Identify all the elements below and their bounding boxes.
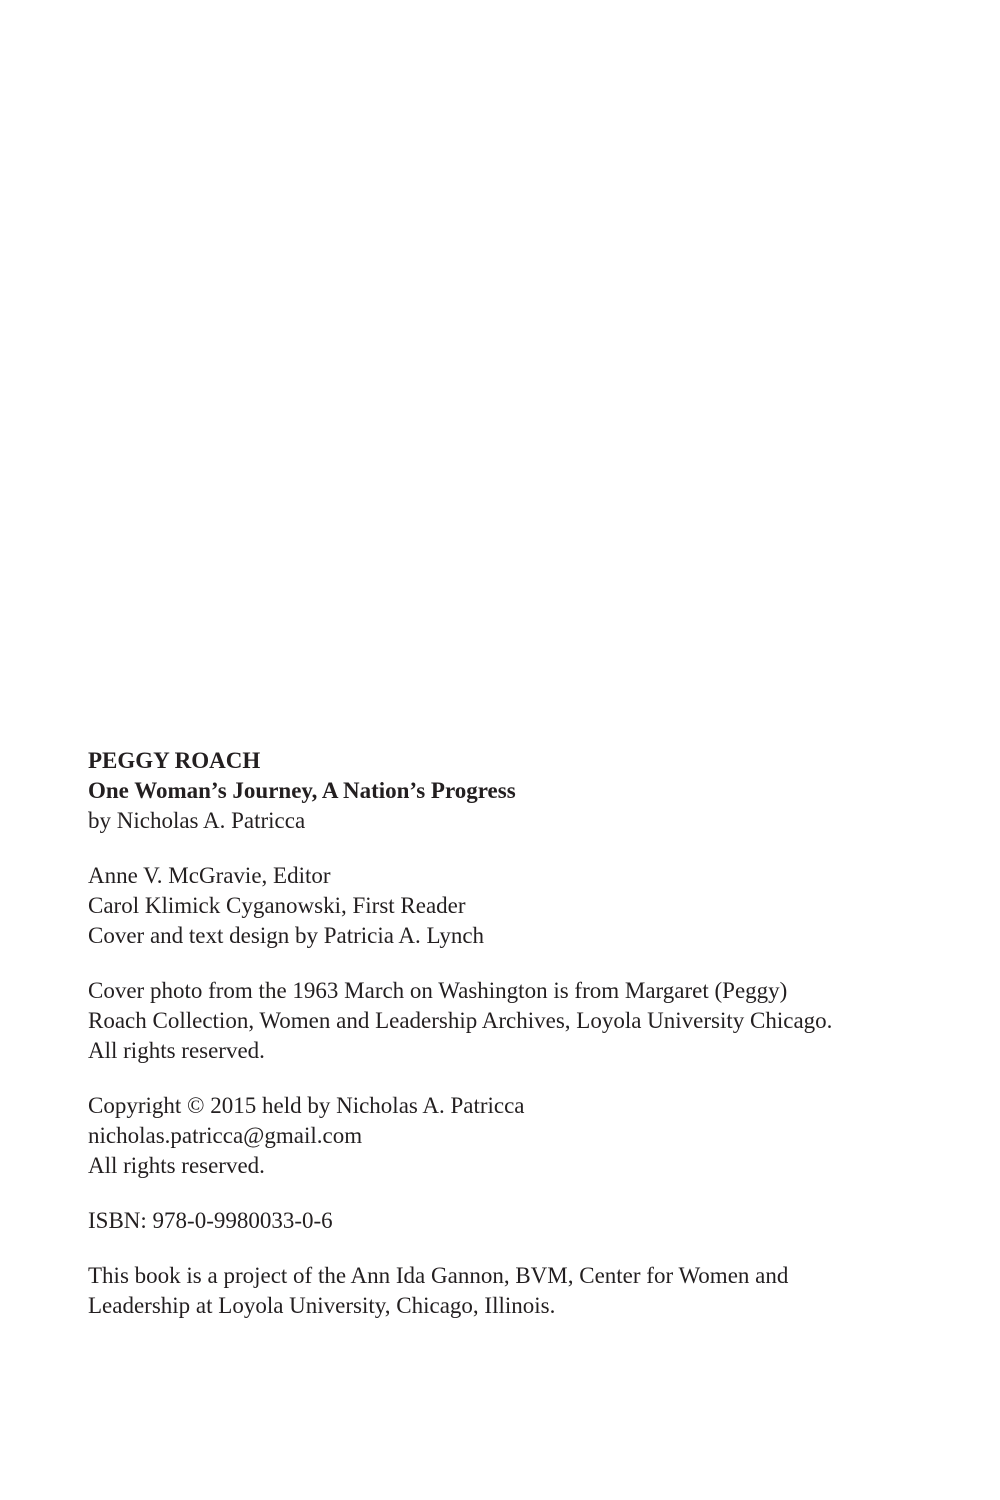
copyright-rights: All rights reserved. xyxy=(88,1153,265,1178)
isbn-block xyxy=(88,1206,948,1236)
project-note-line: This book is a project of the Ann Ida Gannon, BVM, Center for Women and xyxy=(88,1263,789,1288)
credits-block xyxy=(88,861,948,951)
isbn-number: ISBN: 978-0-9980033-0-6 xyxy=(88,1208,333,1233)
book-subtitle: One Woman’s Journey, A Nation’s Progress xyxy=(88,778,516,803)
editor-credit: Anne V. McGravie, Editor xyxy=(88,863,331,888)
book-title: PEGGY ROACH xyxy=(88,748,261,773)
project-note-line: Leadership at Loyola University, Chicago, Illinois. xyxy=(88,1293,556,1318)
book-byline: by Nicholas A. Patricca xyxy=(88,808,306,833)
copyright-holder: Copyright © 2015 held by Nicholas A. Patricca xyxy=(88,1093,525,1118)
cover-photo-line: Cover photo from the 1963 March on Washington is from Margaret (Peggy) xyxy=(88,978,788,1003)
cover-photo-credit xyxy=(88,976,948,1066)
copyright-notice xyxy=(88,1091,948,1181)
cover-photo-line: Roach Collection, Women and Leadership Archives, Loyola University Chicago. xyxy=(88,1008,833,1033)
copyright-page-content xyxy=(88,746,948,1346)
cover-photo-rights: All rights reserved. xyxy=(88,1038,265,1063)
project-note xyxy=(88,1261,948,1321)
author-email: nicholas.patricca@gmail.com xyxy=(88,1123,363,1148)
design-credit: Cover and text design by Patricia A. Lynch xyxy=(88,923,485,948)
first-reader-credit: Carol Klimick Cyganowski, First Reader xyxy=(88,893,466,918)
title-block xyxy=(88,746,948,836)
